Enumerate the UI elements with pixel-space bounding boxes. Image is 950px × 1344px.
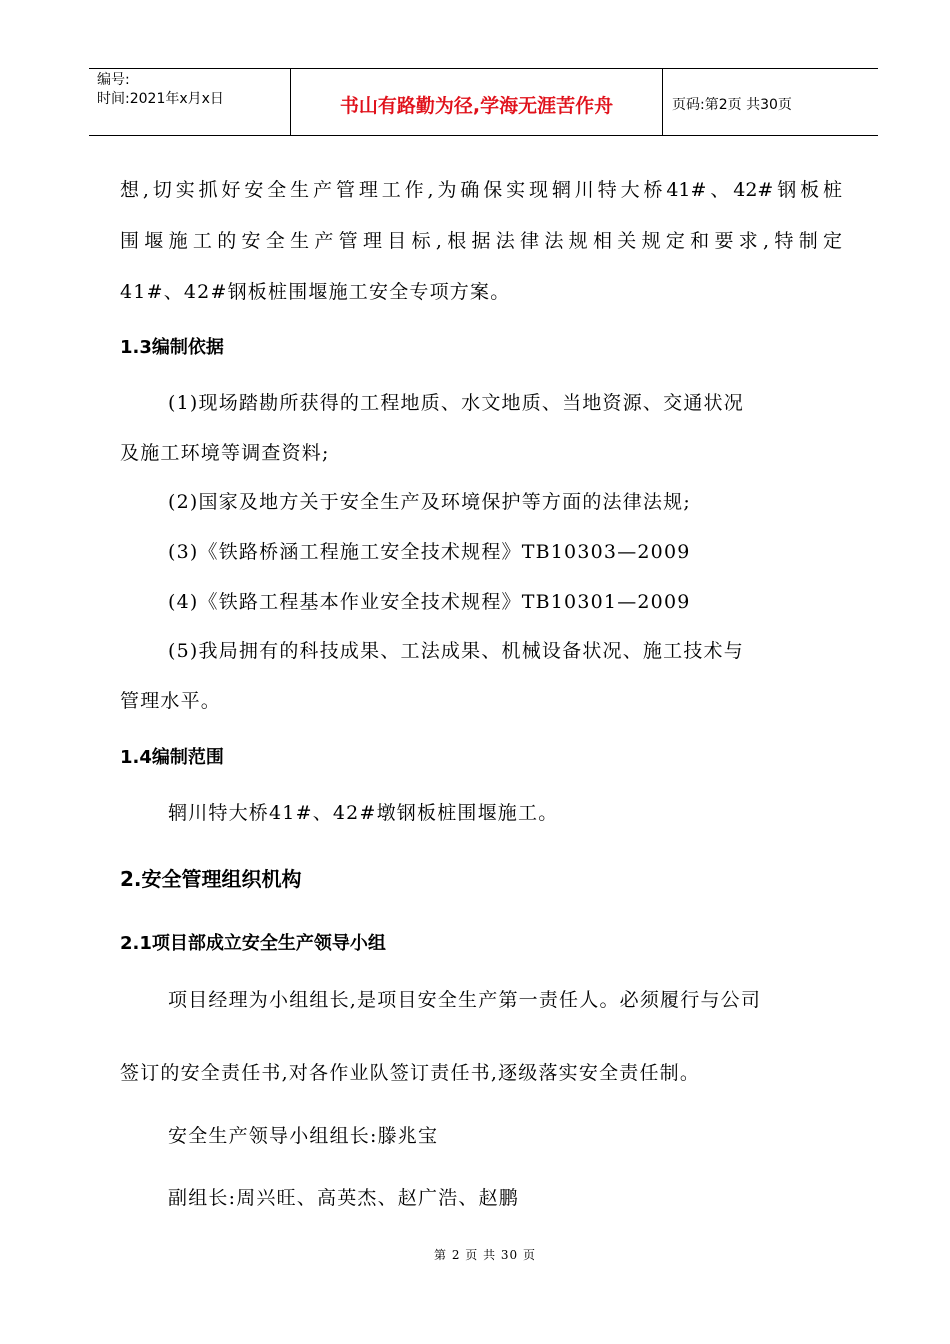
paragraph-line: 想,切实抓好安全生产管理工作,为确保实现辋川特大桥41#、42#钢板桩 bbox=[120, 179, 842, 201]
section-heading-2: 2.安全管理组织机构 bbox=[120, 867, 302, 891]
list-item: (3)《铁路桥涵工程施工安全技术规程》TB10303—2009 bbox=[168, 541, 691, 563]
section-heading-1-4: 1.4编制范围 bbox=[120, 747, 224, 768]
list-item-continued: 管理水平。 bbox=[120, 690, 222, 712]
list-item-continued: 及施工环境等调查资料; bbox=[120, 442, 330, 464]
header-number: 编号: bbox=[97, 72, 130, 88]
paragraph-line: 签订的安全责任书,对各作业队签订责任书,逐级落实安全责任制。 bbox=[120, 1062, 701, 1084]
section-heading-1-3: 1.3编制依据 bbox=[120, 337, 224, 358]
section-heading-2-1: 2.1项目部成立安全生产领导小组 bbox=[120, 933, 386, 954]
paragraph-line: 项目经理为小组组长,是项目安全生产第一责任人。必须履行与公司 bbox=[168, 989, 762, 1011]
page-header bbox=[89, 68, 878, 136]
paragraph-line: 辋川特大桥41#、42#墩钢板桩围堰施工。 bbox=[168, 802, 559, 824]
header-meta bbox=[89, 69, 291, 135]
header-motto: 书山有路勤为径,学海无涯苦作舟 bbox=[291, 69, 663, 135]
page-footer bbox=[0, 1246, 950, 1263]
header-page-info: 页码:第2页 共30页 bbox=[672, 96, 792, 113]
paragraph-line: 安全生产领导小组组长:滕兆宝 bbox=[168, 1125, 439, 1147]
list-item: (2)国家及地方关于安全生产及环境保护等方面的法律法规; bbox=[168, 491, 691, 513]
header-time: 时间:2021年x月x日 bbox=[97, 91, 224, 107]
list-item: (4)《铁路工程基本作业安全技术规程》TB10301—2009 bbox=[168, 591, 691, 613]
footer-page-number: 第 2 页 共 30 页 bbox=[434, 1248, 536, 1262]
list-item: (1)现场踏勘所获得的工程地质、水文地质、当地资源、交通状况 bbox=[168, 392, 744, 414]
paragraph-line: 副组长:周兴旺、高英杰、赵广浩、赵鹏 bbox=[168, 1187, 520, 1209]
list-item: (5)我局拥有的科技成果、工法成果、机械设备状况、施工技术与 bbox=[168, 640, 744, 662]
paragraph-line: 围堰施工的安全生产管理目标,根据法律法规相关规定和要求,特制定 bbox=[120, 230, 842, 252]
paragraph-line: 41#、42#钢板桩围堰施工安全专项方案。 bbox=[120, 281, 511, 303]
